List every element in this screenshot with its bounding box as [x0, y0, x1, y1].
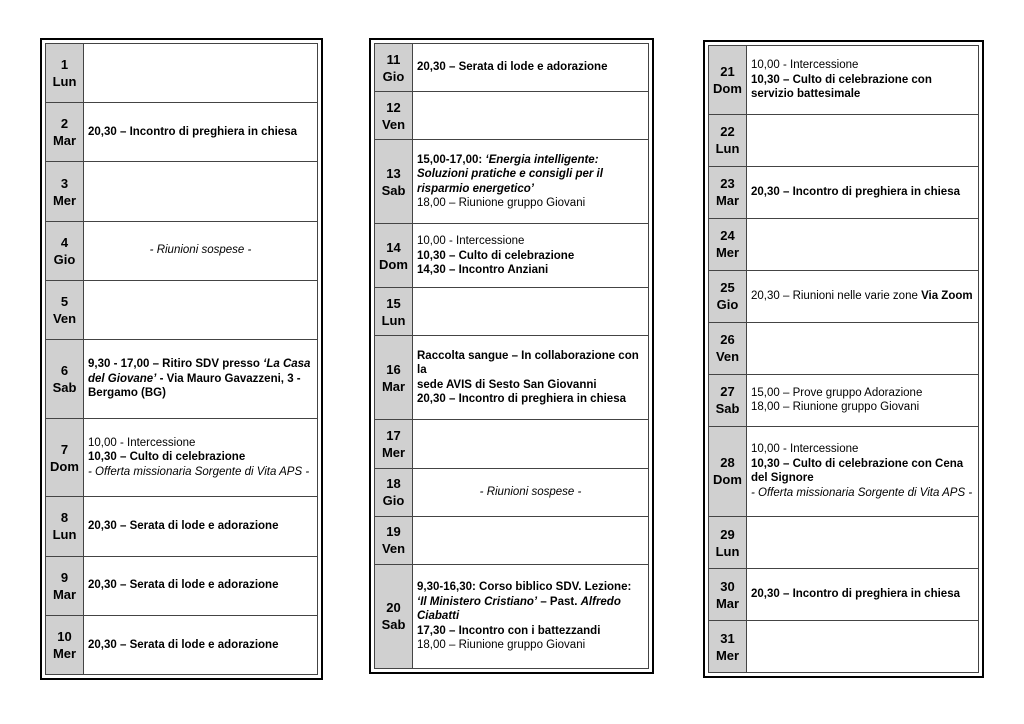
day-label-cell	[375, 420, 413, 468]
day-row	[46, 556, 318, 615]
events-cell	[747, 322, 979, 374]
weekday: Dom	[379, 256, 408, 272]
day-label-cell	[709, 322, 747, 374]
weekday: Sab	[381, 617, 406, 633]
day-row	[375, 288, 649, 336]
event-line	[417, 624, 644, 639]
day-label-cell	[46, 221, 84, 280]
event-text: Bergamo (BG)	[88, 387, 166, 400]
day-label-cell	[46, 280, 84, 339]
event-line	[751, 386, 974, 401]
day-row	[709, 218, 979, 270]
events-cell	[747, 621, 979, 673]
day-row	[375, 468, 649, 516]
day-row	[709, 46, 979, 115]
event-text: 10,30 – Culto di celebrazione	[88, 451, 246, 464]
event-text: 20,30 – Riunioni nelle varie zone	[751, 290, 922, 303]
event-text: sede AVIS di Sesto San Giovanni	[417, 378, 597, 391]
events-cell	[413, 92, 649, 140]
event-line	[751, 457, 974, 472]
event-text: 10,00 - Intercessione	[88, 436, 196, 449]
event-text: 15,00 – Prove gruppo Adorazione	[751, 386, 923, 399]
calendar-column-3	[703, 40, 984, 678]
weekday: Sab	[715, 401, 740, 417]
events-cell	[84, 340, 318, 419]
event-text: del Signore	[751, 472, 814, 485]
day-row	[709, 517, 979, 569]
day-number: 27	[720, 384, 735, 400]
day-label-cell	[709, 374, 747, 426]
day-number: 7	[60, 441, 69, 457]
day-number: 10	[57, 628, 72, 644]
day-number: 14	[386, 239, 401, 255]
day-label-cell	[709, 115, 747, 167]
events-cell	[747, 517, 979, 569]
weekday: Sab	[52, 379, 77, 395]
day-number: 12	[386, 99, 401, 115]
weekday: Ven	[52, 310, 77, 326]
day-row	[46, 340, 318, 419]
calendar-table	[374, 43, 649, 669]
day-row	[375, 420, 649, 468]
events-cell	[747, 374, 979, 426]
day-number: 29	[720, 526, 735, 542]
events-cell	[84, 44, 318, 103]
event-text: Ciabatti	[417, 610, 460, 623]
events-cell	[747, 569, 979, 621]
event-text: 20,30 – Incontro di preghiera in chiesa	[751, 186, 960, 199]
event-text: Raccolta sangue – In collaborazione con la	[417, 349, 642, 377]
day-label-cell	[375, 516, 413, 564]
day-number: 15	[386, 295, 401, 311]
day-label-cell	[46, 418, 84, 497]
event-line	[751, 486, 974, 501]
day-number: 5	[60, 293, 69, 309]
event-line	[88, 436, 313, 451]
day-number: 13	[386, 165, 401, 181]
event-line	[751, 442, 974, 457]
day-number: 24	[720, 228, 735, 244]
event-text: 20,30 – Incontro di preghiera in chiesa	[88, 126, 297, 139]
day-number: 9	[60, 569, 69, 585]
event-text: - Riunioni sospese -	[479, 485, 582, 498]
event-text: 10,00 - Intercessione	[751, 443, 859, 456]
events-cell	[413, 140, 649, 224]
event-line	[417, 263, 644, 278]
event-text: 20,30 – Serata di lode e adorazione	[88, 579, 279, 592]
event-line	[88, 578, 313, 593]
event-text: 20,30 – Serata di lode e adorazione	[88, 638, 279, 651]
event-line	[417, 60, 644, 75]
day-label-cell	[709, 621, 747, 673]
event-text: – Past.	[537, 595, 581, 608]
weekday: Ven	[381, 116, 406, 132]
day-label-cell	[375, 92, 413, 140]
day-row	[46, 103, 318, 162]
event-line	[751, 73, 974, 88]
day-row	[375, 516, 649, 564]
event-text: ‘Energia intelligente:	[485, 153, 599, 166]
calendar-table	[45, 43, 318, 675]
events-cell	[84, 221, 318, 280]
weekday: Lun	[715, 543, 740, 559]
events-cell	[413, 468, 649, 516]
event-line	[88, 357, 313, 372]
event-line	[417, 249, 644, 264]
events-cell	[413, 224, 649, 288]
day-number: 2	[60, 116, 69, 132]
event-line	[417, 609, 644, 624]
weekday: Dom	[50, 458, 79, 474]
weekday: Mer	[52, 192, 77, 208]
event-line	[88, 465, 313, 480]
event-text: 10,00 - Intercessione	[417, 235, 525, 248]
event-text: 20,30 – Incontro di preghiera in chiesa	[417, 393, 626, 406]
event-line	[417, 167, 644, 182]
event-text: - Offerta missionaria Sorgente di Vita APS -	[88, 465, 310, 478]
day-number: 20	[386, 600, 401, 616]
event-line	[417, 196, 644, 211]
day-label-cell	[375, 44, 413, 92]
weekday: Mer	[381, 445, 406, 461]
event-text: 9,30-16,30: Corso biblico SDV. Lezione:	[417, 581, 632, 594]
event-text: ‘Il Ministero Cristiano’	[417, 595, 538, 608]
event-line	[417, 234, 644, 249]
day-row	[375, 92, 649, 140]
event-text: 15,00-17,00:	[417, 153, 486, 166]
event-line	[417, 638, 644, 653]
event-text: 9,30 - 17,00 – Ritiro SDV presso	[88, 358, 264, 371]
day-row	[709, 569, 979, 621]
event-line	[88, 125, 313, 140]
event-text: 18,00 – Riunione gruppo Giovani	[417, 639, 586, 652]
event-line	[88, 450, 313, 465]
day-number: 26	[720, 332, 735, 348]
weekday: Ven	[715, 349, 740, 365]
event-line	[751, 185, 974, 200]
event-line	[417, 349, 644, 378]
calendar-column-1	[40, 38, 323, 680]
event-text: 20,30 – Incontro di preghiera in chiesa	[751, 588, 960, 601]
day-label-cell	[375, 468, 413, 516]
day-label-cell	[375, 140, 413, 224]
event-text: Alfredo	[580, 595, 621, 608]
events-cell	[84, 497, 318, 556]
day-number: 25	[720, 280, 735, 296]
weekday: Mar	[52, 586, 77, 602]
events-cell	[84, 103, 318, 162]
day-label-cell	[709, 218, 747, 270]
day-row	[46, 221, 318, 280]
event-text: - Via Mauro Gavazzeni, 3 -	[156, 372, 301, 385]
events-cell	[413, 288, 649, 336]
day-label-cell	[46, 497, 84, 556]
weekday: Dom	[713, 81, 742, 96]
event-text: 17,30 – Incontro con i battezzandi	[417, 624, 601, 637]
event-line	[417, 580, 644, 595]
event-text: 10,00 - Intercessione	[751, 59, 859, 72]
calendar-table	[708, 45, 979, 673]
event-line	[88, 638, 313, 653]
day-row	[46, 162, 318, 221]
day-number: 28	[720, 455, 735, 471]
day-label-cell	[375, 336, 413, 420]
event-line	[751, 289, 974, 304]
day-label-cell	[709, 517, 747, 569]
day-row	[46, 497, 318, 556]
event-text: 18,00 – Riunione gruppo Giovani	[417, 197, 586, 210]
day-label-cell	[46, 556, 84, 615]
events-cell	[413, 420, 649, 468]
events-cell	[413, 516, 649, 564]
event-line	[751, 471, 974, 486]
day-label-cell	[46, 103, 84, 162]
day-number: 18	[386, 476, 401, 492]
events-cell	[747, 218, 979, 270]
day-number: 16	[386, 361, 401, 377]
day-label-cell	[709, 166, 747, 218]
events-cell	[747, 270, 979, 322]
day-row	[709, 166, 979, 218]
event-line	[417, 182, 644, 197]
weekday: Mar	[52, 133, 77, 149]
event-line	[417, 378, 644, 393]
event-line	[751, 400, 974, 415]
day-row	[709, 621, 979, 673]
event-text: 14,30 – Incontro Anziani	[417, 264, 549, 277]
day-label-cell	[46, 340, 84, 419]
weekday: Mar	[381, 378, 406, 394]
events-cell	[413, 564, 649, 668]
day-number: 8	[60, 510, 69, 526]
event-text: Via Zoom	[921, 290, 973, 303]
event-line	[88, 386, 313, 401]
event-line	[417, 595, 644, 610]
weekday: Lun	[52, 527, 77, 543]
event-text: del Giovane’	[88, 372, 157, 385]
event-line	[417, 485, 644, 500]
event-text: 10,30 – Culto di celebrazione con	[751, 73, 932, 86]
day-row	[46, 615, 318, 674]
event-text: servizio battesimale	[751, 88, 861, 101]
day-label-cell	[375, 564, 413, 668]
day-number: 30	[720, 578, 735, 594]
day-number: 31	[720, 630, 735, 646]
event-line	[751, 87, 974, 102]
day-label-cell	[375, 224, 413, 288]
events-cell	[84, 556, 318, 615]
day-row	[709, 115, 979, 167]
event-line	[88, 243, 313, 258]
day-row	[46, 280, 318, 339]
weekday: Ven	[381, 541, 406, 557]
day-row	[46, 418, 318, 497]
calendar-column-2	[369, 38, 654, 674]
day-row	[375, 564, 649, 668]
events-cell	[747, 166, 979, 218]
event-text: risparmio energetico’	[417, 182, 534, 195]
weekday: Mer	[52, 645, 77, 661]
weekday: Dom	[713, 472, 742, 488]
day-number: 6	[60, 362, 69, 378]
event-line	[751, 58, 974, 73]
event-line	[88, 519, 313, 534]
event-line	[417, 153, 644, 168]
day-number: 19	[386, 524, 401, 540]
events-cell	[84, 280, 318, 339]
weekday: Gio	[382, 493, 405, 509]
event-text: ‘La Casa	[263, 358, 311, 371]
event-line	[751, 587, 974, 602]
day-number: 22	[720, 124, 735, 140]
day-label-cell	[46, 44, 84, 103]
day-number: 23	[720, 176, 735, 192]
weekday: Mer	[715, 647, 740, 663]
day-label-cell	[709, 46, 747, 115]
weekday: Lun	[381, 312, 406, 328]
weekday: Lun	[715, 141, 740, 157]
day-row	[375, 336, 649, 420]
day-row	[709, 426, 979, 517]
day-row	[375, 44, 649, 92]
weekday: Sab	[381, 182, 406, 198]
day-row	[375, 140, 649, 224]
day-row	[709, 322, 979, 374]
day-row	[709, 374, 979, 426]
events-cell	[413, 336, 649, 420]
day-number: 3	[60, 175, 69, 191]
day-row	[709, 270, 979, 322]
weekday: Mar	[715, 193, 740, 209]
event-line	[417, 392, 644, 407]
event-text: 18,00 – Riunione gruppo Giovani	[751, 401, 920, 414]
weekday: Mer	[715, 245, 740, 261]
day-number: 11	[386, 51, 401, 67]
event-text: 20,30 – Serata di lode e adorazione	[417, 61, 608, 74]
day-label-cell	[709, 569, 747, 621]
event-text: 10,30 – Culto di celebrazione	[417, 249, 575, 262]
day-label-cell	[709, 426, 747, 517]
event-text: - Riunioni sospese -	[149, 244, 252, 257]
day-row	[375, 224, 649, 288]
day-row	[46, 44, 318, 103]
event-text: - Offerta missionaria Sorgente di Vita APS -	[751, 486, 973, 499]
day-number: 4	[60, 234, 69, 250]
events-cell	[84, 615, 318, 674]
event-text: 20,30 – Serata di lode e adorazione	[88, 520, 279, 533]
day-number: 17	[386, 428, 401, 444]
event-line	[88, 372, 313, 387]
day-label-cell	[46, 162, 84, 221]
day-number: 1	[60, 57, 69, 73]
events-cell	[84, 418, 318, 497]
event-text: 10,30 – Culto di celebrazione con Cena	[751, 457, 964, 470]
weekday: Gio	[382, 68, 405, 84]
events-cell	[84, 162, 318, 221]
day-label-cell	[46, 615, 84, 674]
day-label-cell	[375, 288, 413, 336]
day-number: 21	[720, 64, 735, 79]
day-label-cell	[709, 270, 747, 322]
events-cell	[413, 44, 649, 92]
events-cell	[747, 426, 979, 517]
events-cell	[747, 115, 979, 167]
weekday: Gio	[716, 297, 739, 313]
weekday: Lun	[52, 74, 77, 90]
events-cell	[747, 46, 979, 115]
weekday: Mar	[715, 595, 740, 611]
weekday: Gio	[53, 251, 76, 267]
event-text: Soluzioni pratiche e consigli per il	[417, 168, 603, 181]
